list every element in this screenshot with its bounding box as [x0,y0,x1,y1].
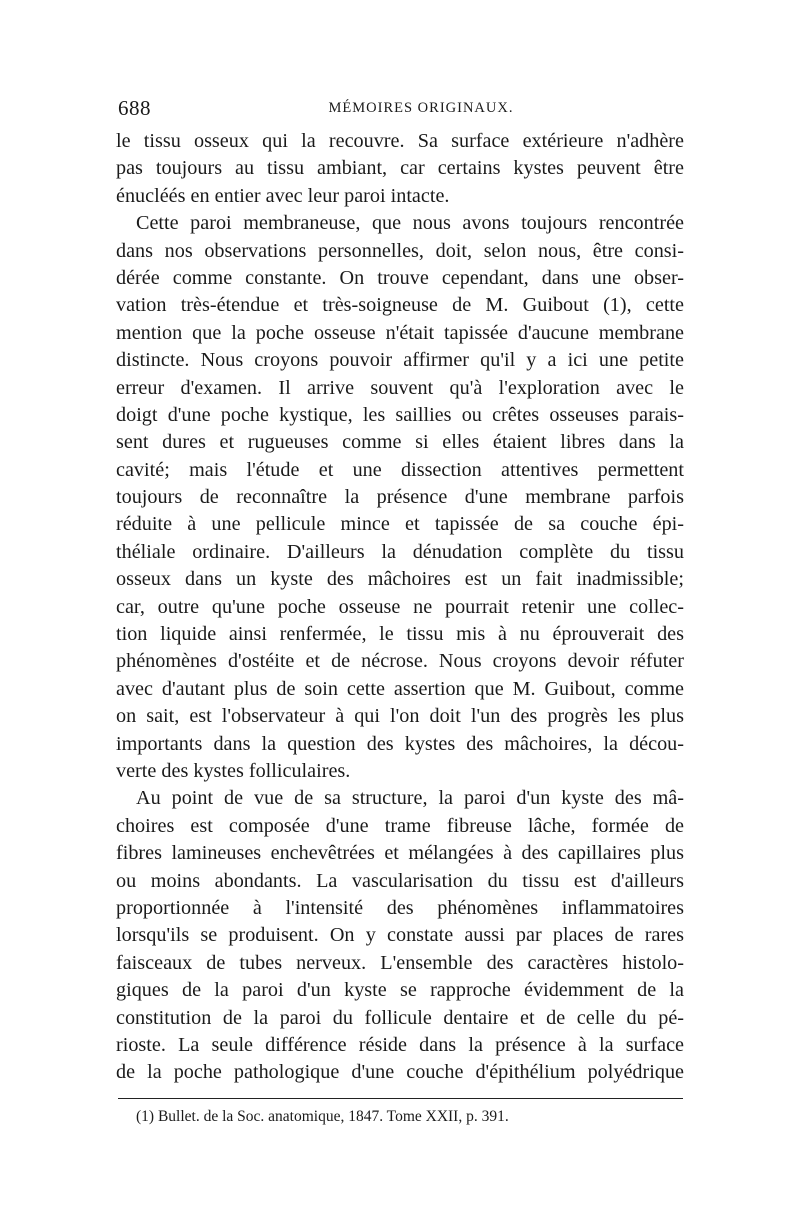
text-line: théliale ordinaire. D'ailleurs la dénudation complète du tissu [116,540,684,563]
text-line: osseux dans un kyste des mâchoires est un fait inadmissible; [116,568,684,591]
footnote-rule [118,1098,683,1099]
text-line: rioste. La seule différence réside dans la présence à la surface [116,1033,684,1056]
text-line: tion liquide ainsi renfermée, le tissu mis à nu éprouverait des [116,623,684,646]
text-line: doigt d'une poche kystique, les saillies ou crêtes osseuses parais- [116,403,684,426]
text-line: pas toujours au tissu ambiant, car certains kystes peuvent être [116,157,684,180]
text-line: fibres lamineuses enchevêtrées et mélangées à des capillaires plus [116,842,684,865]
text-line: choires est composée d'une trame fibreuse lâche, formée de [116,814,684,837]
page-number: 688 [118,96,151,120]
text-line: on sait, est l'observateur à qui l'on doit l'un des progrès les plus [116,705,684,728]
text-line: dans nos observations personnelles, doit, selon nous, être consi- [116,239,684,262]
text-line: le tissu osseux qui la recouvre. Sa surface extérieure n'adhère [116,130,684,152]
text-line: constitution de la paroi du follicule dentaire et de celle du pé- [116,1006,684,1029]
text-line: giques de la paroi d'un kyste se rapproche évidemment de la [116,979,684,1002]
text-line: cavité; mais l'étude et une dissection attentives permettent [116,458,684,481]
text-line: faisceaux de tubes nerveux. L'ensemble des caractères histolo- [116,951,684,974]
text-line: de la poche pathologique d'une couche d'épithélium polyédrique [116,1061,684,1084]
text-line: distincte. Nous croyons pouvoir affirmer qu'il y a ici une petite [116,349,684,372]
text-line: dérée comme constante. On trouve cependant, dans une obser- [116,266,684,289]
text-line: Au point de vue de sa structure, la paroi d'un kyste des mâ- [136,787,684,810]
text-line: ou moins abondants. La vascularisation du tissu est d'ailleurs [116,869,684,892]
text-line: verte des kystes folliculaires. [116,759,351,782]
body-text [116,128,684,1087]
text-line: lorsqu'ils se produisent. On y constate aussi par places de rares [116,924,684,947]
text-line: avec d'autant plus de soin cette assertion que M. Guibout, comme [116,677,684,700]
text-line: réduite à une pellicule mince et tapissée de sa couche épi- [116,513,684,536]
text-line: mention que la poche osseuse n'était tapissée d'aucune membrane [116,321,684,344]
text-line: proportionnée à l'intensité des phénomènes inflammatoires [116,896,684,919]
text-line: erreur d'examen. Il arrive souvent qu'à l'exploration avec le [116,376,684,399]
running-head [118,96,684,122]
footnote: (1) Bullet. de la Soc. anatomique, 1847. Tome XXII, p. 391. [136,1108,509,1125]
text-line: sent dures et rugueuses comme si elles étaient libres dans la [116,431,684,454]
text-line: phénomènes d'ostéite et de nécrose. Nous croyons devoir réfuter [116,650,684,673]
text-line: énucléés en entier avec leur paroi intacte. [116,184,450,207]
text-line: importants dans la question des kystes des mâchoires, la décou- [116,732,684,755]
running-title: MÉMOIRES ORIGINAUX. [328,100,514,116]
text-line: car, outre qu'une poche osseuse ne pourrait retenir une collec- [116,595,684,618]
text-line: toujours de reconnaître la présence d'une membrane parfois [116,486,684,509]
text-line: Cette paroi membraneuse, que nous avons toujours rencontrée [136,212,684,235]
text-line: vation très-étendue et très-soigneuse de M. Guibout (1), cette [116,294,684,317]
